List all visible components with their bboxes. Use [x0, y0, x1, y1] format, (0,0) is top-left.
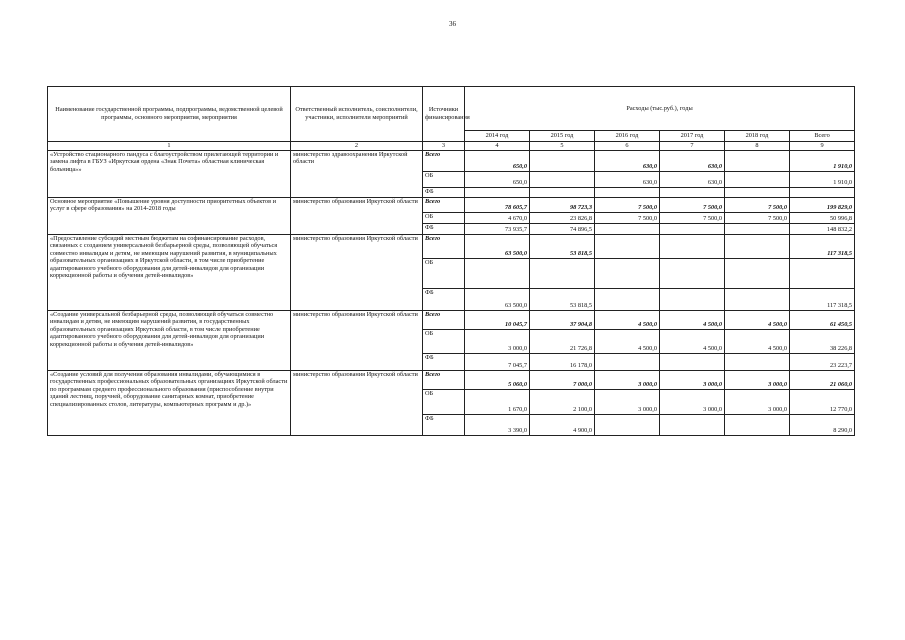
expense-value: 630,0: [595, 150, 660, 171]
expense-value: 4 900,0: [530, 414, 595, 435]
expense-value: 37 904,8: [530, 310, 595, 329]
header-year: Всего: [790, 131, 855, 142]
column-number: 1: [48, 142, 291, 151]
responsible-executor: министерство образования Иркутской области: [291, 370, 423, 435]
header-name: Наименование государственной программы, подпрограммы, ведомственной целевой программы, основного мероприятия, мероприятия: [48, 87, 291, 142]
expense-value: 21 060,0: [790, 370, 855, 389]
expense-value: 3 000,0: [465, 329, 530, 353]
expense-value: [660, 258, 725, 288]
expense-value: 16 178,0: [530, 353, 595, 370]
expense-value: 650,0: [465, 150, 530, 171]
expense-value: 3 000,0: [725, 370, 790, 389]
funding-source: ФБ: [423, 187, 465, 197]
funding-source: ОБ: [423, 329, 465, 353]
expense-value: 7 500,0: [660, 197, 725, 212]
expense-value: [660, 288, 725, 310]
responsible-executor: министерство образования Иркутской области: [291, 310, 423, 370]
header-expenses: Расходы (тыс.руб.), годы: [465, 87, 855, 131]
column-number: 9: [790, 142, 855, 151]
expense-value: 4 500,0: [725, 329, 790, 353]
expense-value: 650,0: [465, 171, 530, 187]
expense-value: [725, 171, 790, 187]
expense-value: 4 670,0: [465, 212, 530, 223]
header-year: 2016 год: [595, 131, 660, 142]
expense-value: 3 000,0: [660, 370, 725, 389]
event-name: Основное мероприятие «Повышение уровня доступности приоритетных объектов и услуг в сфере образования» на 2014-2018 годы: [48, 197, 291, 234]
expense-value: [595, 258, 660, 288]
expense-value: 1 670,0: [465, 389, 530, 414]
expense-value: 8 290,0: [790, 414, 855, 435]
expense-value: 7 500,0: [725, 197, 790, 212]
expense-value: [660, 223, 725, 234]
expense-value: 7 500,0: [595, 212, 660, 223]
expense-value: 53 818,5: [530, 288, 595, 310]
expense-value: 21 726,8: [530, 329, 595, 353]
expense-value: 63 500,0: [465, 288, 530, 310]
expense-value: [595, 288, 660, 310]
expense-value: [790, 187, 855, 197]
expense-value: [660, 234, 725, 258]
expense-value: 1 910,0: [790, 171, 855, 187]
event-name: «Предоставление субсидий местным бюджетам на софинансирование расходов, связанных с созданием универсальной безбарьерной среды, позволяющей обучаться совместно инвалидам и детям, не имеющим нарушений развития, в муниципальных образовательных организациях в Иркутской области, в том числе приобретение адаптированного учебного оборудования для детей-инвалидов для организации коррекционной работы и обучения детей-инвалидов»: [48, 234, 291, 310]
table-row: [48, 150, 855, 171]
expense-value: 4 500,0: [595, 329, 660, 353]
expense-value: 117 318,5: [790, 234, 855, 258]
expense-value: [725, 234, 790, 258]
expense-value: [595, 234, 660, 258]
column-number: 5: [530, 142, 595, 151]
expense-value: 73 935,7: [465, 223, 530, 234]
expense-value: [790, 258, 855, 288]
expense-value: [465, 258, 530, 288]
funding-source: Всего: [423, 150, 465, 171]
funding-source: Всего: [423, 310, 465, 329]
expense-value: 4 500,0: [595, 310, 660, 329]
expense-value: [660, 353, 725, 370]
responsible-executor: министерство здравоохранения Иркутской области: [291, 150, 423, 197]
expense-value: [725, 258, 790, 288]
expense-value: [530, 187, 595, 197]
expense-value: 199 829,0: [790, 197, 855, 212]
event-name: «Создание условий для получения образования инвалидами, обучающимися в государственных профессиональных образовательных организациях Иркутской области по программам среднего профессионального образования (приспособление внутри зданий лестниц, поручней, оборудование санитарных комнат, приобретение специализированных столов, литературы, компьютерных программ и др.)»: [48, 370, 291, 435]
expense-value: 23 826,8: [530, 212, 595, 223]
table-row: [48, 197, 855, 212]
expense-value: [530, 258, 595, 288]
expense-value: 1 910,0: [790, 150, 855, 171]
expense-value: 3 390,0: [465, 414, 530, 435]
expense-value: [595, 187, 660, 197]
column-number: 4: [465, 142, 530, 151]
funding-source: Всего: [423, 234, 465, 258]
funding-source: Всего: [423, 197, 465, 212]
expense-value: 38 226,8: [790, 329, 855, 353]
header-year: 2018 год: [725, 131, 790, 142]
expense-value: 3 000,0: [660, 389, 725, 414]
expense-value: 61 450,5: [790, 310, 855, 329]
header-year: 2014 год: [465, 131, 530, 142]
expense-value: [595, 223, 660, 234]
responsible-executor: министерство образования Иркутской области: [291, 197, 423, 234]
expense-value: 630,0: [660, 171, 725, 187]
column-number: 7: [660, 142, 725, 151]
expense-value: 630,0: [595, 171, 660, 187]
header-responsible: Ответственный исполнитель, соисполнители, участники, исполнители мероприятий: [291, 87, 423, 142]
funding-source: ОБ: [423, 212, 465, 223]
expense-value: [595, 353, 660, 370]
expense-value: 630,0: [660, 150, 725, 171]
expense-value: 7 045,7: [465, 353, 530, 370]
event-name: «Создание универсальной безбарьерной среды, позволяющей обучаться совместно инвалидам и детям, не имеющим нарушений развития, в государственных образовательных организациях Иркутской области, в том числе приобретение адаптированного учебного оборудования для детей-инвалидов для организации коррекционной работы и обучения детей-инвалидов»: [48, 310, 291, 370]
expense-value: [725, 414, 790, 435]
expense-value: [725, 223, 790, 234]
expense-value: [660, 187, 725, 197]
funding-source: ОБ: [423, 258, 465, 288]
expense-value: 5 060,0: [465, 370, 530, 389]
funding-source: ФБ: [423, 223, 465, 234]
expense-value: 2 100,0: [530, 389, 595, 414]
header-year: 2015 год: [530, 131, 595, 142]
expense-value: 98 723,3: [530, 197, 595, 212]
funding-source: ФБ: [423, 414, 465, 435]
column-number: 6: [595, 142, 660, 151]
column-number: 3: [423, 142, 465, 151]
expense-value: 53 818,5: [530, 234, 595, 258]
expense-value: [725, 288, 790, 310]
expense-value: 74 896,5: [530, 223, 595, 234]
expense-value: 63 500,0: [465, 234, 530, 258]
expense-value: 3 000,0: [595, 370, 660, 389]
expense-value: 7 500,0: [595, 197, 660, 212]
expense-value: 4 500,0: [660, 310, 725, 329]
page-number: 36: [449, 20, 456, 28]
funding-source: ФБ: [423, 353, 465, 370]
funding-source: ОБ: [423, 171, 465, 187]
expense-value: 7 000,0: [530, 370, 595, 389]
column-number: 8: [725, 142, 790, 151]
event-name: «Устройство стационарного пандуса с благоустройством прилегающей территории и замена лифта в ГБУЗ «Иркутская ордена «Знак Почета» областная клиническая больница»»: [48, 150, 291, 197]
column-number: 2: [291, 142, 423, 151]
header-source: Источники финансирования: [423, 87, 465, 142]
expense-value: 78 605,7: [465, 197, 530, 212]
funding-source: ФБ: [423, 288, 465, 310]
expense-value: 4 500,0: [725, 310, 790, 329]
expense-value: 3 000,0: [595, 389, 660, 414]
expense-value: 117 318,5: [790, 288, 855, 310]
expense-value: [595, 414, 660, 435]
expense-value: [465, 187, 530, 197]
table-row: [48, 234, 855, 258]
expense-value: 7 500,0: [660, 212, 725, 223]
expense-value: [530, 171, 595, 187]
expense-value: 50 996,8: [790, 212, 855, 223]
expense-value: 7 500,0: [725, 212, 790, 223]
funding-source: Всего: [423, 370, 465, 389]
table-row: [48, 370, 855, 389]
expense-value: [530, 150, 595, 171]
header-year: 2017 год: [660, 131, 725, 142]
expenses-table: [47, 86, 855, 436]
expense-value: 10 045,7: [465, 310, 530, 329]
expense-value: 23 223,7: [790, 353, 855, 370]
funding-source: ОБ: [423, 389, 465, 414]
expense-value: [660, 414, 725, 435]
expense-value: 12 770,0: [790, 389, 855, 414]
expense-value: [725, 187, 790, 197]
expense-value: [725, 353, 790, 370]
responsible-executor: министерство образования Иркутской области: [291, 234, 423, 310]
expense-value: 4 500,0: [660, 329, 725, 353]
expense-value: 3 000,0: [725, 389, 790, 414]
expense-value: 148 832,2: [790, 223, 855, 234]
table-row: [48, 310, 855, 329]
expense-value: [725, 150, 790, 171]
